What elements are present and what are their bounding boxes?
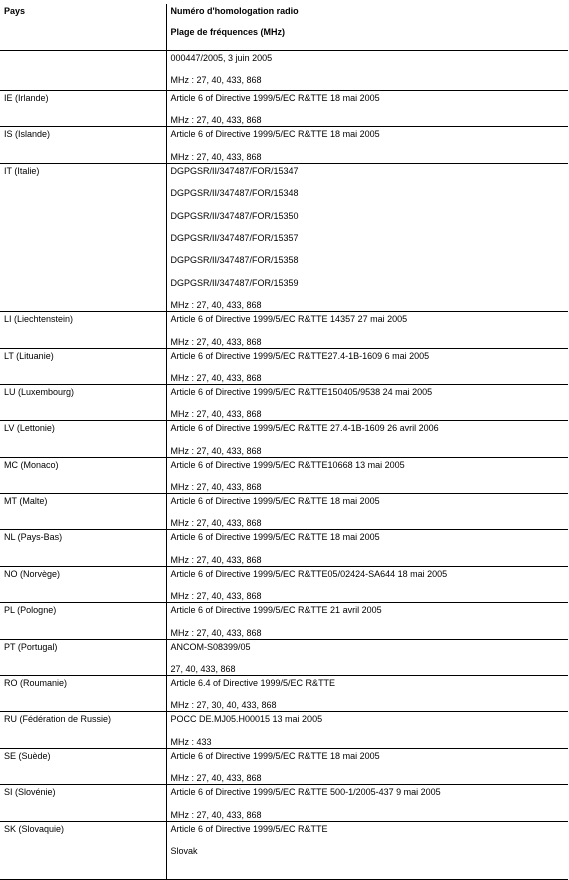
approval-line: Article 6 of Directive 1999/5/EC R&TTE 500-1/2005-437 9 mai 2005 (170, 787, 441, 798)
approval-line: Article 6 of Directive 1999/5/EC R&TTE150405/9538 24 mai 2005 (170, 386, 433, 397)
country-cell (0, 384, 166, 420)
approval-cell (166, 312, 568, 348)
table-row (0, 127, 568, 163)
country-cell (0, 748, 166, 784)
country-cell (0, 91, 166, 127)
approval-line: DGPGSR/II/347487/FOR/15350 (170, 210, 299, 221)
country-name: RU (Fédération de Russie) (4, 714, 112, 725)
header-frequency-range-label: Plage de fréquences (MHz) (170, 27, 286, 37)
table-row (0, 712, 568, 748)
approval-line: MHz : 27, 40, 433, 868 (170, 627, 262, 638)
approval-line: MHz : 27, 40, 433, 868 (170, 115, 262, 126)
country-cell (0, 494, 166, 530)
header-approval (166, 4, 568, 51)
country-name: IT (Italie) (4, 165, 40, 176)
approval-line: Article 6 of Directive 1999/5/EC R&TTE 18 mai 2005 (170, 93, 380, 103)
country-name: MT (Malte) (4, 496, 48, 507)
approval-line: ANCOM-S08399/05 (170, 641, 251, 652)
table-row (0, 676, 568, 712)
table-row (0, 530, 568, 566)
country-name: IS (Islande) (4, 129, 51, 140)
country-name: LU (Luxembourg) (4, 386, 75, 397)
approval-line: MHz : 27, 40, 433, 868 (170, 372, 262, 383)
country-name: PL (Pologne) (4, 605, 57, 616)
country-cell (0, 421, 166, 457)
table-row (0, 348, 568, 384)
country-name: LV (Lettonie) (4, 423, 55, 434)
table-row (0, 639, 568, 675)
approval-cell (166, 51, 568, 91)
country-name: NO (Norvège) (4, 568, 61, 579)
header-approval-number-label: Numéro d'homologation radio (170, 6, 299, 16)
table-body (0, 51, 568, 880)
table-row (0, 312, 568, 348)
country-cell (0, 639, 166, 675)
approval-line: DGPGSR/II/347487/FOR/15357 (170, 232, 299, 243)
country-cell (0, 163, 166, 311)
approval-line: MHz : 27, 40, 433, 868 (170, 773, 262, 784)
table-header (0, 4, 568, 51)
approval-line: Slovak (170, 845, 198, 856)
table-row (0, 785, 568, 821)
approval-line: Article 6 of Directive 1999/5/EC R&TTE 18 mai 2005 (170, 496, 380, 507)
approval-line: Article 6 of Directive 1999/5/EC R&TTE05/02424-SA644 18 mai 2005 (170, 568, 448, 579)
country-name: IE (Irlande) (4, 93, 49, 103)
country-cell (0, 566, 166, 602)
approval-line: MHz : 27, 40, 433, 868 (170, 591, 262, 602)
approval-line: MHz : 27, 40, 433, 868 (170, 554, 262, 565)
approval-line: MHz : 27, 40, 433, 868 (170, 409, 262, 420)
country-cell (0, 312, 166, 348)
table-row (0, 163, 568, 311)
country-cell (0, 348, 166, 384)
country-name: LI (Liechtenstein) (4, 314, 74, 325)
country-cell (0, 785, 166, 821)
approval-line: MHz : 433 (170, 736, 212, 747)
table-row (0, 494, 568, 530)
approval-line: DGPGSR/II/347487/FOR/15347 (170, 165, 299, 176)
approval-line: MHz : 27, 40, 433, 868 (170, 151, 262, 162)
approval-line: MHz : 27, 40, 433, 868 (170, 75, 262, 86)
approval-cell (166, 712, 568, 748)
country-name: SE (Suède) (4, 750, 51, 761)
table-row (0, 457, 568, 493)
approval-line: Article 6 of Directive 1999/5/EC R&TTE10668 13 mai 2005 (170, 459, 405, 470)
country-name: RO (Roumanie) (4, 678, 68, 689)
approval-cell (166, 676, 568, 712)
approval-cell (166, 785, 568, 821)
country-cell (0, 821, 166, 879)
approval-cell (166, 163, 568, 311)
approval-cell (166, 91, 568, 127)
approval-line: DGPGSR/II/347487/FOR/15359 (170, 277, 299, 288)
country-cell (0, 127, 166, 163)
approval-line: MHz : 27, 40, 433, 868 (170, 809, 262, 820)
approval-line: DGPGSR/II/347487/FOR/15348 (170, 188, 299, 199)
approval-line: Article 6 of Directive 1999/5/EC R&TTE27.4-1B-1609 6 mai 2005 (170, 350, 430, 361)
approval-line: MHz : 27, 30, 40, 433, 868 (170, 700, 277, 711)
country-cell (0, 51, 166, 91)
country-cell (0, 676, 166, 712)
approval-line: MHz : 27, 40, 433, 868 (170, 518, 262, 529)
table-row (0, 748, 568, 784)
country-cell (0, 530, 166, 566)
approval-cell (166, 639, 568, 675)
approval-line: Article 6 of Directive 1999/5/EC R&TTE 18 mai 2005 (170, 129, 380, 140)
approval-cell (166, 566, 568, 602)
country-cell (0, 457, 166, 493)
radio-approval-table (0, 4, 568, 880)
country-cell (0, 603, 166, 639)
country-name: PT (Portugal) (4, 641, 58, 652)
approval-line: MHz : 27, 40, 433, 868 (170, 336, 262, 347)
approval-cell (166, 384, 568, 420)
approval-cell (166, 421, 568, 457)
country-name: NL (Pays-Bas) (4, 532, 63, 543)
approval-line: Article 6 of Directive 1999/5/EC R&TTE 18 mai 2005 (170, 750, 380, 761)
approval-line: Article 6 of Directive 1999/5/EC R&TTE 18 mai 2005 (170, 532, 380, 543)
country-name: LT (Lituanie) (4, 350, 54, 361)
country-name: SK (Slovaquie) (4, 823, 65, 834)
approval-line: 27, 40, 433, 868 (170, 664, 236, 675)
table-row (0, 821, 568, 879)
approval-line: Article 6 of Directive 1999/5/EC R&TTE 21 avril 2005 (170, 605, 382, 616)
approval-cell (166, 494, 568, 530)
approval-cell (166, 821, 568, 879)
table-row (0, 603, 568, 639)
table-row (0, 421, 568, 457)
header-country-label: Pays (4, 6, 26, 16)
approval-line: Article 6.4 of Directive 1999/5/EC R&TTE (170, 678, 336, 689)
header-row (0, 4, 568, 51)
header-country (0, 4, 166, 51)
approval-cell (166, 603, 568, 639)
approval-line: MHz : 27, 40, 433, 868 (170, 445, 262, 456)
table-row (0, 384, 568, 420)
approval-line: Article 6 of Directive 1999/5/EC R&TTE (170, 823, 328, 834)
approval-line: MHz : 27, 40, 433, 868 (170, 482, 262, 493)
approval-line: Article 6 of Directive 1999/5/EC R&TTE 14357 27 mai 2005 (170, 314, 408, 325)
approval-cell (166, 748, 568, 784)
country-cell (0, 712, 166, 748)
approval-line: Article 6 of Directive 1999/5/EC R&TTE 27.4-1B-1609 26 avril 2006 (170, 423, 439, 434)
table-row (0, 51, 568, 91)
country-name: MC (Monaco) (4, 459, 59, 470)
table-row (0, 566, 568, 602)
approval-line: 000447/2005, 3 juin 2005 (170, 53, 273, 63)
approval-cell (166, 530, 568, 566)
approval-line: MHz : 27, 40, 433, 868 (170, 300, 262, 311)
approval-line: DGPGSR/II/347487/FOR/15358 (170, 255, 299, 266)
country-name: SI (Slovénie) (4, 787, 56, 798)
approval-line: POCC DE.MJ05.H00015 13 mai 2005 (170, 714, 323, 725)
approval-cell (166, 127, 568, 163)
approval-cell (166, 348, 568, 384)
table-row (0, 91, 568, 127)
approval-cell (166, 457, 568, 493)
